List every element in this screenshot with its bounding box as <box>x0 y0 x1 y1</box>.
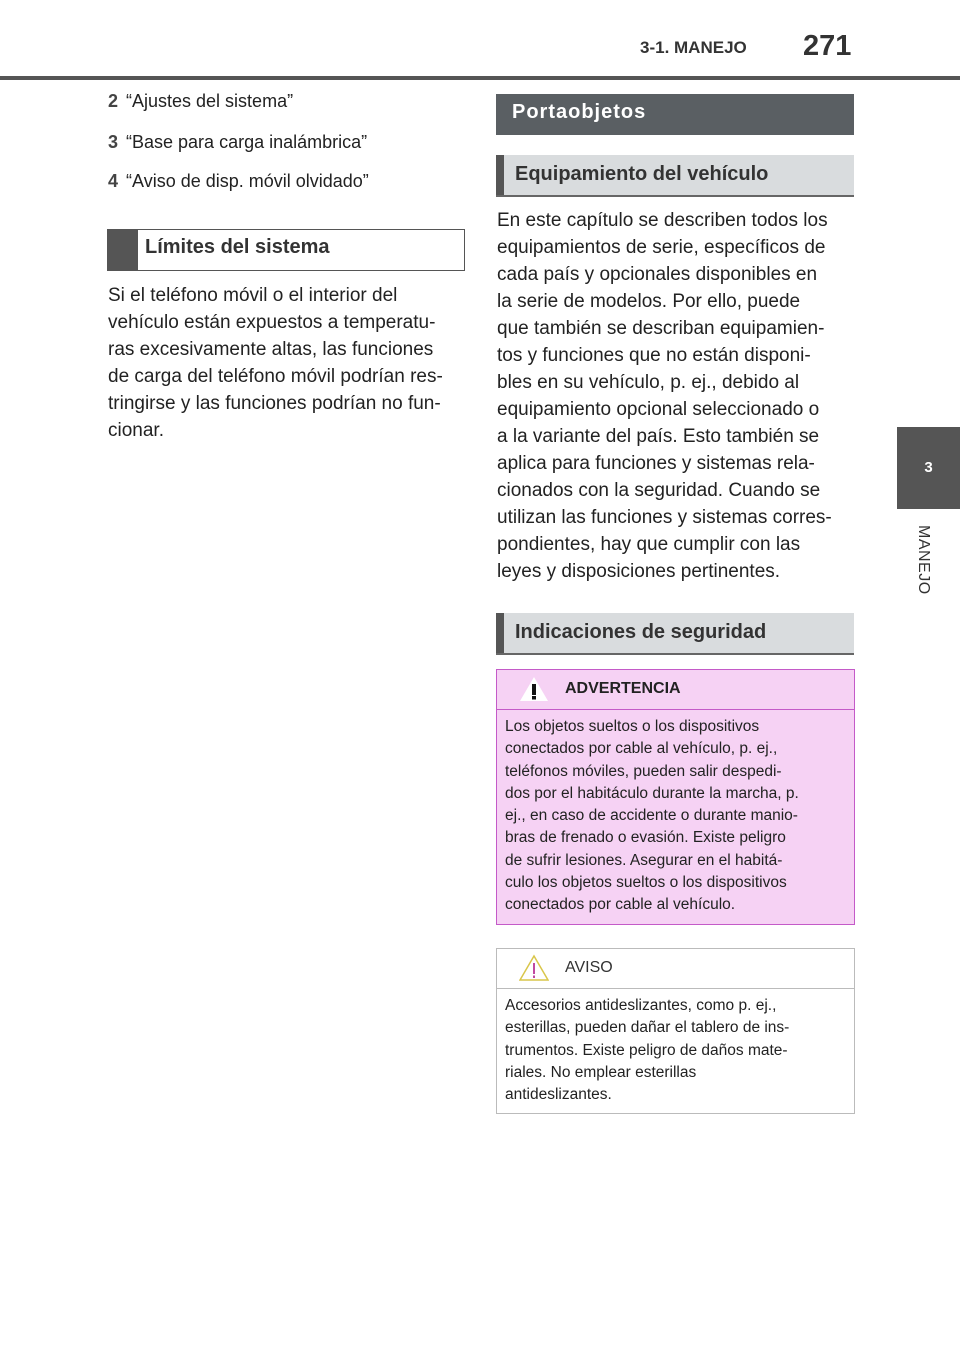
text-line: cada país y opcionales disponibles en <box>497 264 818 285</box>
notice-label: AVISO <box>565 959 613 976</box>
text-line: ej., en caso de accidente o durante manio- <box>505 807 798 825</box>
text-line: conectados por cable al vehículo, p. ej., <box>505 740 778 758</box>
notice-header <box>497 949 854 989</box>
step-number: 4 <box>108 171 119 191</box>
text-line: trumentos. Existe peligro de daños mate- <box>505 1041 788 1059</box>
text-line: bles en su vehículo, p. ej., debido al <box>497 372 800 393</box>
step-item <box>108 132 367 153</box>
equipment-paragraph <box>497 207 832 585</box>
step-number: 3 <box>108 132 119 152</box>
text-line: teléfonos móviles, pueden salir despedi- <box>505 762 782 780</box>
warning-text <box>497 710 854 917</box>
text-line: ras excesivamente altas, las funciones <box>108 339 434 360</box>
step-text: “Ajustes del sistema” <box>126 91 294 111</box>
text-line: aplica para funciones y sistemas rela- <box>497 453 815 474</box>
warning-label: ADVERTENCIA <box>565 680 681 697</box>
text-line: de sufrir lesiones. Asegurar en el habitá- <box>505 851 783 869</box>
text-line: a la variante del país. Esto también se <box>497 426 820 447</box>
limits-paragraph <box>108 282 443 444</box>
heading-bar <box>108 230 138 270</box>
caution-triangle-icon <box>519 954 549 982</box>
text-line: cionados con la seguridad. Cuando se <box>497 480 821 501</box>
equipment-heading <box>496 155 854 197</box>
text-line: equipamientos de serie, específicos de <box>497 237 826 258</box>
warning-triangle-icon <box>519 675 549 703</box>
text-line: que también se describan equipamien- <box>497 318 825 339</box>
section-title-band <box>496 94 854 135</box>
chapter-label: MANEJO <box>915 525 932 595</box>
section-title: Portaobjetos <box>512 101 647 123</box>
limits-heading <box>107 229 465 271</box>
text-line: dos por el habitáculo durante la marcha, p. <box>505 784 799 802</box>
text-line: culo los objetos sueltos o los dispositivos <box>505 874 787 892</box>
page-number: 271 <box>803 30 852 62</box>
text-line: cionar. <box>108 420 164 441</box>
step-item <box>108 171 369 192</box>
text-line: bras de frenado o evasión. Existe peligro <box>505 829 786 847</box>
section-header: 3-1. MANEJO <box>640 38 747 57</box>
text-line: utilizan las funciones y sistemas corres- <box>497 507 832 528</box>
text-line: riales. No emplear esterillas <box>505 1063 697 1081</box>
text-line: leyes y disposiciones pertinentes. <box>497 561 781 582</box>
step-text: “Base para carga inalámbrica” <box>126 132 368 152</box>
step-number: 2 <box>108 91 119 111</box>
text-line: En este capítulo se describen todos los <box>497 210 828 231</box>
text-line: la serie de modelos. Por ello, puede <box>497 291 801 312</box>
text-line: tos y funciones que no están disponi- <box>497 345 811 366</box>
safety-heading <box>496 613 854 655</box>
heading-bar <box>496 613 504 653</box>
step-text: “Aviso de disp. móvil olvidado” <box>126 171 369 191</box>
safety-heading-text: Indicaciones de seguridad <box>515 621 767 643</box>
heading-bar <box>496 155 504 195</box>
limits-heading-text: Límites del sistema <box>145 236 330 258</box>
step-item <box>108 91 293 112</box>
text-line: Los objetos sueltos o los dispositivos <box>505 718 760 735</box>
text-line: Accesorios antideslizantes, como p. ej., <box>505 997 777 1014</box>
text-line: de carga del teléfono móvil podrían res- <box>108 366 443 387</box>
text-line: equipamiento opcional seleccionado o <box>497 399 820 420</box>
text-line: pondientes, hay que cumplir con las <box>497 534 801 555</box>
text-line: esterillas, pueden dañar el tablero de ins- <box>505 1019 790 1037</box>
header-rule <box>0 76 960 80</box>
notice-box <box>496 948 855 1114</box>
text-line: antideslizantes. <box>505 1086 612 1104</box>
text-line: vehículo están expuestos a temperatu- <box>108 312 436 333</box>
text-line: tringirse y las funciones podrían no fun- <box>108 393 441 414</box>
chapter-tab[interactable]: 3 <box>897 427 960 509</box>
warning-box <box>496 669 855 925</box>
text-line: Si el teléfono móvil o el interior del <box>108 285 398 306</box>
equipment-heading-text: Equipamiento del vehículo <box>515 163 769 185</box>
notice-text <box>497 989 854 1106</box>
text-line: conectados por cable al vehículo. <box>505 896 736 914</box>
warning-header <box>497 670 854 710</box>
